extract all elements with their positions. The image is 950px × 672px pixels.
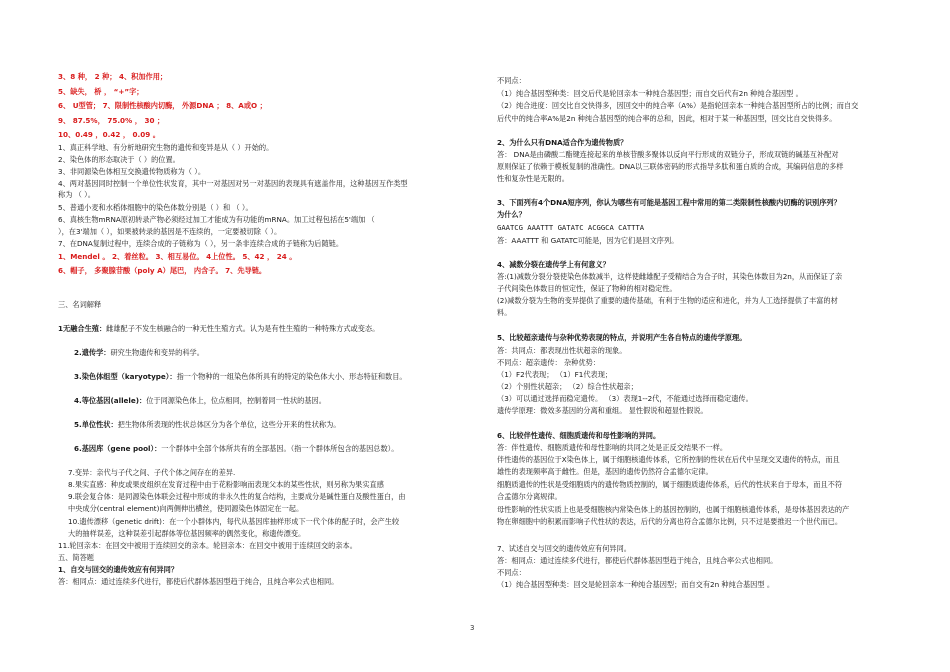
question-title: 1、自交与回交的遗传效应有何异同？ bbox=[58, 565, 179, 574]
answer-text: 细胞质遗传的性状是受细胞质内的遗传物质控制的，属于细胞质遗传体系，后代的性状来自于母本，而且不符 bbox=[497, 480, 843, 489]
term-definition: 一个群体中全部个体所共有的全部基因。（指一个群体所包含的基因总数）。 bbox=[161, 444, 399, 453]
answer-text: 母性影响的性状实质上也是受细胞核内常染色体上的基因控制的，也属于细胞核遗传体系，是母体基因表达的产 bbox=[497, 505, 850, 514]
fill-blank-line: 称为 （ ）。 bbox=[58, 190, 95, 199]
answer-text: 答：共同点：都表现出性状超亲的现象。 bbox=[497, 346, 627, 355]
answer-text: 合孟德尔分离规律。 bbox=[497, 492, 562, 501]
fill-blank-line: ），在3'端加（ ），如果被转录的基因是不连续的，一定要被切除（ ）。 bbox=[58, 227, 282, 236]
fill-blank-line: 1、真正科学地、有分析地研究生物的遗传和变异是从（ ）开始的。 bbox=[58, 143, 274, 152]
term-item bbox=[58, 324, 379, 335]
fill-blank-line: 7、在DNA复制过程中，连续合成的子链称为（ ），另一条非连续合成的子链称为后随链。 bbox=[58, 239, 344, 248]
term-item bbox=[74, 420, 341, 431]
question-title: 6、比较伴性遗传、细胞质遗传和母性影响的异同。 bbox=[497, 431, 661, 440]
term-name: 3.染色体组型（karyotype）： bbox=[74, 372, 177, 381]
answer-text: 答：相同点：通过连续多代进行，都使后代群体基因型趋于纯合，且纯合率公式也相同。 bbox=[497, 556, 778, 565]
answer-line: 1、Mendel 。 2、着丝粒。 3、相互易位。 4上位性。 5、42 ， 24 。 bbox=[58, 252, 297, 261]
term-name: 2.遗传学： bbox=[74, 348, 111, 357]
answer-text: (2)减数分裂为生物的变异提供了重要的遗传基础，有利于生物的适应和进化，并为人工选择提供了丰富的材 bbox=[497, 296, 838, 305]
answer-line: 10、0.49 ，0.42 ， 0.09 。 bbox=[58, 130, 160, 139]
page-number: 3 bbox=[470, 624, 475, 632]
fill-blank-line: 2、染色体的形态取决于（ ）的位置。 bbox=[58, 155, 180, 164]
question-title: 7、试述自交与回交的遗传效应有何异同。 bbox=[497, 544, 631, 553]
answer-text: 雄性的表现频率高于雌性。但是，基因的遗传仍然符合孟德尔定律。 bbox=[497, 467, 713, 476]
answer-line: 6、 U型管； 7、限制性核酸内切酶， 外源DNA ； 8、A或O ； bbox=[58, 101, 267, 110]
term-definition: 位于同源染色体上，位点相同，控制着同一性状的基因。 bbox=[146, 396, 326, 405]
question-title: 2、为什么只有DNA适合作为遗传物质？ bbox=[497, 138, 628, 147]
answer-text: 伴性遗传的基因位于X染色体上，属于细胞核遗传体系，它所控制的性状在后代中呈现交叉遗传的特点，而且 bbox=[497, 455, 840, 464]
answer-line: 5、缺失， 桥 ， “+”字； bbox=[58, 87, 144, 96]
term-item bbox=[74, 444, 398, 455]
section-title: 三、名词解释 bbox=[58, 300, 102, 309]
answer-text: 不同点：超亲遗传： 杂种优势： bbox=[497, 358, 600, 367]
answer-text: （1）纯合基因型种类：回交是轮回亲本一种纯合基因型；而自交有2n 种纯合基因型 。 bbox=[497, 580, 775, 589]
dna-sequences: GAATCG AAATTT GATATC ACGGCA CATTTA bbox=[497, 223, 645, 232]
term-item bbox=[74, 396, 326, 407]
term-line: 中央成分(central element)向两侧伸出横丝，使同源染色体固定在一起。 bbox=[68, 504, 304, 513]
answer-text: （1）纯合基因型种类：回交后代是轮回亲本一种纯合基因型；而自交后代有2n 种纯合基因型 。 bbox=[497, 89, 803, 98]
answer-text: 答：AAATTT 和 GATATC可能是，因为它们是回文序列。 bbox=[497, 236, 679, 245]
answer-text: （3）可以通过选择而稳定遗传。 （3）表现1--2代，不能通过选择而稳定遗传。 bbox=[497, 394, 753, 403]
term-definition: 雌雄配子不发生核融合的一种无性生殖方式。认为是有性生殖的一种特殊方式或变态。 bbox=[106, 324, 380, 333]
answer-text: 答：伴性遗传、细胞质遗传和母性影响的共同之处是正反交结果不一样。 bbox=[497, 443, 728, 452]
term-name: 4.等位基因(allele)： bbox=[74, 396, 147, 405]
question-title: 3、下面列有4个DNA短序列，你认为哪些有可能是基因工程中常用的第二类限制性核酸内切酶的识别序列？ bbox=[497, 198, 841, 207]
answer-text: 不同点： bbox=[497, 568, 526, 577]
answer-text: 后代中的纯合率A%是2n 种纯合基因型的纯合率的总和，因此，相对于某一种基因型，回交比自交快得多。 bbox=[497, 114, 837, 123]
answer-text: （1）F2代表现； （1）F1代表现； bbox=[497, 370, 613, 379]
term-definition: 指一个物种的一组染色体所具有的特定的染色体大小、形态特征和数目。 bbox=[176, 372, 407, 381]
answer-text: 不同点： bbox=[497, 76, 526, 85]
term-line: 11.轮回亲本：在回交中被用于连续回交的亲本。轮回亲本：在回交中被用于连续回交的亲本。 bbox=[58, 541, 357, 550]
answer-text: 原则保证了依赖于模板复制的准确性。DNA以三联体密码的形式指导多肽和蛋白质的合成，其编码信息的多样 bbox=[497, 162, 844, 171]
fill-blank-line: 3、非同源染色体相互交换遗传物质称为（ ）。 bbox=[58, 167, 206, 176]
term-item bbox=[74, 372, 407, 383]
term-line: 7.变异：亲代与子代之间、子代个体之间存在的差异. bbox=[68, 468, 236, 477]
answer-line: 6、帽子， 多聚腺苷酸（poly A）尾巴， 内含子。 7、先导链。 bbox=[58, 266, 267, 275]
fill-blank-line: 5、普通小麦和水稻体细胞中的染色体数分别是（ ）和 （ ）。 bbox=[58, 203, 253, 212]
answer-line: 9、 87.5%， 75.0% ， 30 ； bbox=[58, 116, 165, 125]
fill-blank-line: 4、两对基因同时控制一个单位性状发育，其中一对基因对另一对基因的表现具有遮盖作用，这种基因互作类型 bbox=[58, 179, 408, 188]
answer-text: （2）纯合进度：回交比自交快得多，因回交中的纯合率（A%）是指轮回亲本一种纯合基因型所占的比例；而自交 bbox=[497, 101, 859, 110]
term-name: 1无融合生殖： bbox=[58, 324, 107, 333]
question-title: 为什么？ bbox=[497, 210, 526, 219]
answer-text: （2）个别性状超亲； （2）综合性状超亲； bbox=[497, 382, 638, 391]
question-title: 5、比较超亲遗传与杂种优势表现的特点，并说明产生各自特点的遗传学原理。 bbox=[497, 333, 747, 342]
fill-blank-line: 6、真核生物mRNA原初转录产物必须经过加工才能成为有功能的mRNA。加工过程包括在5'端加 （ bbox=[58, 215, 375, 224]
answer-text: 答:(1)减数分裂分裂使染色体数减半，这样使雌雄配子受精结合为合子时，其染色体数目为2n，从而保证了亲 bbox=[497, 272, 843, 281]
answer-line: 3、8 种， 2 种； 4、积加作用； bbox=[58, 72, 168, 81]
answer-text: 物在卵细胞中的积累而影响子代性状的表达，后代的分离也符合孟德尔比例，只不过是要推迟一个世代而已。 bbox=[497, 517, 843, 526]
answer-text: 遗传学原理：微效多基因的分离和重组。 显性假说和超显性假说。 bbox=[497, 406, 708, 415]
term-definition: 把生物体所表现的性状总体区分为各个单位，这些分开来的性状称为。 bbox=[117, 420, 341, 429]
term-line: 10.遗传漂移（genetic drift)：在一个小群体内，每代从基因库抽样形成下一代个体的配子时，会产生较 bbox=[68, 517, 400, 526]
answer-text: 性和复杂性是无限的。 bbox=[497, 174, 569, 183]
section-title: 五、简答题 bbox=[58, 553, 94, 562]
answer-text: 料。 bbox=[497, 308, 512, 317]
answer-text: 答： DNA是由磷酸二酯键连接起来的单核苷酸多聚体以反向平行形成的双链分子，形成双链的碱基互补配对 bbox=[497, 150, 839, 159]
term-line: 9.联会复合体：是同源染色体联会过程中形成的非永久性的复合结构，主要成分是碱性蛋白及酸性蛋白，由 bbox=[68, 492, 406, 501]
term-definition: 研究生物遗传和变异的科学。 bbox=[110, 348, 204, 357]
term-line: 8.果实直感：种皮或果皮组织在发育过程中由于花粉影响而表现父本的某些性状，则另称为果实直感 bbox=[68, 480, 384, 489]
answer-text: 子代间染色体数目的恒定性，保证了物种的相对稳定性。 bbox=[497, 284, 677, 293]
question-title: 4、减数分裂在遗传学上有何意义？ bbox=[497, 260, 610, 269]
term-name: 6.基因库（gene pool）： bbox=[74, 444, 162, 453]
term-line: 大的抽样误差，这种误差引起群体等位基因频率的偶然变化，称遗传漂变。 bbox=[68, 529, 306, 538]
answer-text: 答：相同点：通过连续多代进行，都使后代群体基因型趋于纯合，且纯合率公式也相同。 bbox=[58, 577, 339, 586]
term-name: 5.单位性状： bbox=[74, 420, 118, 429]
term-item bbox=[74, 348, 204, 359]
